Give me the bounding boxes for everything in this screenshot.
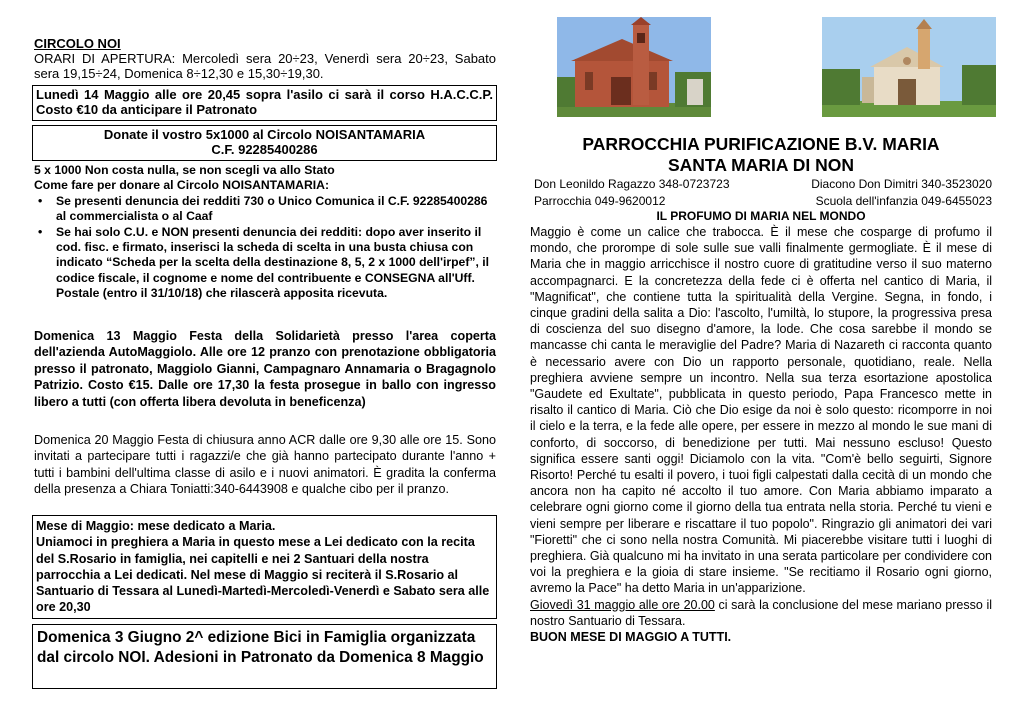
mese-title: Mese di Maggio: mese dedicato a Maria. — [36, 519, 276, 533]
acr-text: Domenica 20 Maggio Festa di chiusura anno ACR dalle ore 9,30 alle ore 15. Sono invitati a partecipare tutti i ragazzi/e che già hanno partecipato durante l'anno + tutti i bambini dell'ultima classe di asilo e i nuovi animatori. È gradita la conferma della presenza a Chiara Toniatti:340-6443908 e qualche cibo per il pranzo. — [34, 433, 496, 497]
five-thousand-line2: Come fare per donare al Circolo NOISANTAMARIA: — [34, 178, 330, 193]
article-signoff: BUON MESE DI MAGGIO A TUTTI. — [530, 630, 732, 645]
acr-section — [34, 432, 496, 498]
solidarieta-section — [34, 328, 496, 410]
contact-school: Scuola dell'infanzia 049-6455023 — [815, 194, 992, 208]
bullet-icon: • — [38, 224, 43, 239]
sanctuary-image — [822, 17, 996, 117]
five-thousand-line1: 5 x 1000 Non costa nulla, se non scegli va allo Stato — [34, 163, 335, 177]
contact-row — [534, 176, 992, 193]
mese-box — [32, 515, 497, 619]
contact-deacon: Diacono Don Dimitri 340-3523020 — [811, 177, 992, 191]
article-title: IL PROFUMO DI MARIA NEL MONDO — [656, 209, 866, 223]
circolo-hours: ORARI DI APERTURA: Mercoledì sera 20÷23, Venerdì sera 20÷23, Sabato sera 19,15÷24, Domenica 8÷12,30 e 15,30÷19,30. — [34, 51, 496, 81]
church-image — [557, 17, 711, 117]
list-item: • Se hai solo C.U. e NON presenti denuncia dei redditi: dopo aver inserito il cod. fisc. e firmato, inserisci la scheda di scelta in una busta chiusa con indicato “Scheda per la scelta della destinazione 8, 5, 2 x 1000 dell'irpef”, il codice fiscale, il cognome e nome del contribuente e CONSEGNA all'Uff. Postale (entro il 31/10/18) che rilascerà apposita ricevuta. — [38, 224, 490, 301]
closing-date: Giovedì 31 maggio alle ore 20.00 — [530, 597, 715, 612]
article-closing — [530, 597, 992, 629]
bici-text: Domenica 3 Giugno 2^ edizione Bici in Famiglia organizzata dal circolo NOI. Adesioni in Patronato da Domenica 8 Maggio — [37, 629, 484, 666]
haccp-text: Lunedì 14 Maggio alle ore 20,45 sopra l'asilo ci sarà il corso H.A.C.C.P. Costo €10 da anticipare il Patronato — [36, 87, 493, 117]
article — [530, 209, 992, 645]
bullet-icon: • — [38, 193, 43, 208]
church-photo-left — [557, 17, 711, 117]
circolo-section — [34, 36, 496, 81]
haccp-box — [32, 85, 497, 121]
list-item: • Se presenti denuncia dei redditi 730 o Unico Comunica il C.F. 92285400286 al commercialista o al Caaf — [38, 193, 488, 224]
parish-title-2: SANTA MARIA DI NON — [667, 155, 854, 175]
donate-box — [32, 125, 497, 161]
donate-line1: Donate il vostro 5x1000 al Circolo NOISANTAMARIA — [103, 127, 426, 142]
donate-line2: C.F. 92285400286 — [211, 142, 318, 157]
closing-text: ci sarà la conclusione del mese mariano presso il nostro Santuario di Tessara. — [530, 597, 992, 628]
bici-box — [32, 624, 497, 689]
solidarieta-text: Domenica 13 Maggio Festa della Solidarietà presso l'area coperta dell'azienda AutoMaggiolo. Alle ore 12 pranzo con prenotazione obbligatoria presso il patronato, Maggiolo Gianni, Campagnaro Annamaria o Bragagnolo Patrizio. Costo €15. Dalle ore 17,30 la festa prosegue in ballo con ingresso libero a tutti (con offerta libera devoluta in beneficenza) — [34, 329, 496, 409]
parish-title-1: PARROCCHIA PURIFICAZIONE B.V. MARIA — [582, 134, 940, 154]
contact-row — [534, 193, 992, 210]
circolo-title: CIRCOLO NOI — [34, 36, 121, 51]
article-body: Maggio è come un calice che trabocca. È il mese che cosparge di profumo il mondo, che prorompe di sole sulle sue valli finalmente germogliate. È il mese di Maria che in maggio arricchisce il nostro cuore di gratitudine verso il suo materno accompagnarci. E la concretezza della fede ci è offerta nel cantico di Maria, il "Magnificat", che contiene tutta la spiritualità della Vergine. Segna, in fondo, i cinque gradini della salita a Dio: l'ascolto, l'umiltà, lo stupore, la progressiva presa di coscienza del suo disegno d'amore, la lode. Che cosa sarebbe il mondo se mancasse chi canta le meraviglie del Padre? Maria di Nazareth ci racconta quanto è necessario avere con Dio un rapporto personale, quotidiano, reale. Nella preghiera avviene sempre un incontro. Nella sua terza esortazione apostolica "Gaudete ed Exultate", pubblicata in questo periodo, Papa Francesco mette in risalto il cantico di Maria. Ciò che Dio esige da noi è solo questo: ricomporre in noi il cielo e la terra, e la fede alle opere, per essere in mezzo al mondo le sue mani di conforto, di soccorso, di benedizione per tutti. Mai nessuno escluso! Questo significa essere santi oggi! Diciamolo con la vita. "Com'è bello seguirti, Signore Risorto! Perché tu esalti il povero, i tuoi figli calpestati dalla cecità di un mondo che ancora non ha capito né accolto il tuo amore. Con Maria abbiamo imparato a celebrare ogni giorno come il giorno della tua entrata nella storia. Perché tu vieni e vieni sempre per liberare e riscattare il tuo popolo". Ringrazio gli animatori dei vari "Fioretti" che ci sono nella nostra Comunità. Mi piacerebbe visitare tutti i luoghi di preghiera. Già qualcuno mi ha invitato in una serata particolare per condividere con voi la preghiera e la gioia di stare insieme. "Se recitiamo il Rosario ogni giorno, avremo la Pace" ha detto Maria in un'apparizione. — [530, 225, 992, 596]
contact-parish: Parrocchia 049-9620012 — [534, 194, 666, 208]
mese-body: Uniamoci in preghiera a Maria in questo mese a Lei dedicato con la recita del S.Rosario in famiglia, nei capitelli e nei 2 Santuari della nostra parrocchia a Lei dedicati. Nel mese di Maggio si reciterà il S.Rosario al Santuario di Tessara al Lunedì-Martedì-Mercoledì-Venerdì e Sabato sera alle ore 20,30 — [36, 535, 490, 615]
five-thousand-list — [34, 194, 496, 302]
five-thousand-section — [34, 163, 496, 302]
parish-header — [530, 134, 992, 176]
parish-contacts — [534, 176, 992, 210]
contact-priest: Don Leonildo Ragazzo 348-0723723 — [534, 177, 730, 191]
church-photo-right — [822, 17, 996, 117]
